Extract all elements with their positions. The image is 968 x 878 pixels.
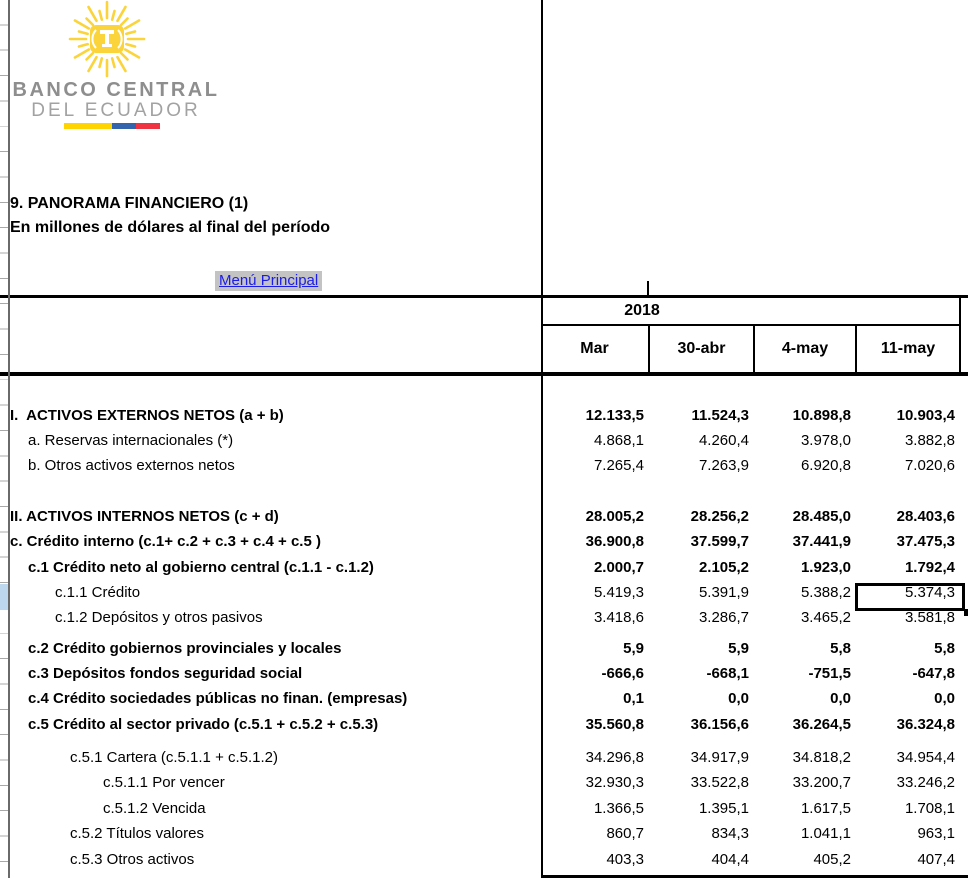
cell-value[interactable]: 403,3 — [606, 850, 644, 868]
row-label: c.5 Crédito al sector privado (c.5.1 + c.5.2 + c.5.3) — [28, 715, 379, 733]
table-row — [0, 555, 968, 580]
row-label: c.1.2 Depósitos y otros pasivos — [55, 609, 263, 627]
cell-value[interactable]: 33.522,8 — [690, 774, 749, 792]
table-row — [0, 770, 968, 795]
cell-value[interactable]: -751,5 — [808, 665, 851, 683]
financial-table — [0, 295, 968, 872]
cell-value[interactable]: 35.560,8 — [585, 715, 644, 733]
cell-value[interactable]: 37.599,7 — [690, 533, 749, 551]
cell-value[interactable]: 0,1 — [623, 690, 644, 708]
cell-value[interactable]: 5.419,3 — [593, 584, 644, 602]
row-label: c.5.1 Cartera (c.5.1.1 + c.5.1.2) — [70, 749, 279, 767]
table-body — [0, 376, 968, 872]
cell-value[interactable]: 32.930,3 — [585, 774, 644, 792]
menu-principal-link[interactable]: Menú Principal — [215, 271, 322, 291]
selected-row-indicator — [0, 584, 8, 610]
column-header-30-abr[interactable]: 30-abr — [650, 326, 755, 372]
column-header-mar[interactable]: Mar — [541, 326, 650, 372]
cell-value[interactable]: 3.581,8 — [904, 609, 955, 627]
cell-value[interactable]: 3.882,8 — [904, 432, 955, 450]
cell-value[interactable]: 1.366,5 — [593, 799, 644, 817]
cell-value[interactable]: 1.395,1 — [698, 799, 749, 817]
table-row — [0, 661, 968, 686]
cell-value[interactable]: 0,0 — [830, 690, 851, 708]
cell-value[interactable]: 405,2 — [813, 850, 851, 868]
cell-value[interactable]: 28.403,6 — [896, 508, 955, 526]
row-label: c.1.1 Crédito — [55, 584, 141, 602]
cell-value[interactable]: 10.898,8 — [792, 406, 851, 424]
cell-value[interactable]: 3.286,7 — [698, 609, 749, 627]
table-row — [0, 453, 968, 478]
year-header-row — [541, 298, 961, 326]
column-header-11-may[interactable]: 11-may — [857, 326, 961, 372]
flag-blue-stripe — [112, 123, 136, 129]
selected-cell[interactable]: 5.374,3 — [857, 580, 961, 605]
cell-value[interactable]: 2.105,2 — [698, 558, 749, 576]
cell-value[interactable]: 36.264,5 — [792, 715, 851, 733]
cell-value[interactable]: 34.296,8 — [585, 749, 644, 767]
table-row — [0, 745, 968, 770]
cell-value[interactable]: 34.917,9 — [690, 749, 749, 767]
table-row — [0, 796, 968, 821]
cell-value[interactable]: 11.524,3 — [691, 406, 749, 424]
cell-value[interactable]: 1.792,4 — [904, 558, 955, 576]
cell-value[interactable]: 7.263,9 — [698, 457, 749, 475]
cell-value[interactable]: 37.441,9 — [792, 533, 851, 551]
table-row — [0, 821, 968, 846]
cell-value[interactable]: 963,1 — [917, 825, 955, 843]
cell-value[interactable]: 34.954,4 — [896, 749, 955, 767]
bce-logo — [0, 0, 240, 135]
cell-value[interactable]: 10.903,4 — [896, 406, 955, 424]
cell-value[interactable]: 28.485,0 — [792, 508, 851, 526]
cell-value[interactable]: 28.005,2 — [585, 508, 644, 526]
cell-value[interactable]: 6.920,8 — [800, 457, 851, 475]
row-label: c.5.3 Otros activos — [70, 850, 195, 868]
cell-value[interactable]: 834,3 — [711, 825, 749, 843]
spacer-row — [0, 479, 968, 504]
sun-emblem-icon — [57, 0, 157, 78]
row-label: c. Crédito interno (c.1+ c.2 + c.3 + c.4 + c.5 ) — [10, 533, 321, 551]
table-row — [0, 529, 968, 554]
logo-text-banco-central: BANCO CENTRAL — [12, 79, 220, 101]
table-row — [0, 580, 968, 605]
row-label: c.4 Crédito sociedades públicas no finan. (empresas) — [28, 690, 408, 708]
row-label: b. Otros activos externos netos — [28, 457, 235, 475]
column-headers-row — [541, 326, 961, 372]
row-label: c.2 Crédito gobiernos provinciales y locales — [28, 639, 342, 657]
cell-value[interactable]: 3.418,6 — [593, 609, 644, 627]
cell-value[interactable]: 5.388,2 — [800, 584, 851, 602]
cell-value[interactable]: 860,7 — [606, 825, 644, 843]
cell-value[interactable]: 12.133,5 — [585, 406, 644, 424]
cell-value[interactable]: 5.391,9 — [698, 584, 749, 602]
cell-border-tick — [647, 281, 649, 295]
cell-value[interactable]: 4.260,4 — [698, 432, 749, 450]
cell-value[interactable]: 0,0 — [728, 690, 749, 708]
cell-value[interactable]: 7.020,6 — [904, 457, 955, 475]
ecuador-flag-bar — [64, 123, 160, 129]
row-label: I. ACTIVOS EXTERNOS NETOS (a + b) — [10, 406, 284, 424]
flag-yellow-stripe — [64, 123, 112, 129]
cell-value[interactable]: 5,8 — [830, 639, 851, 657]
cell-value[interactable]: 33.200,7 — [792, 774, 851, 792]
table-row — [0, 686, 968, 711]
cell-value[interactable]: 1.923,0 — [800, 558, 851, 576]
cell-value[interactable]: 1.708,1 — [904, 799, 955, 817]
row-label: c.5.1.2 Vencida — [103, 799, 206, 817]
table-row — [0, 403, 968, 428]
table-row — [0, 504, 968, 529]
flag-red-stripe — [136, 123, 160, 129]
cell-value[interactable]: 407,4 — [917, 850, 955, 868]
cell-value[interactable]: 5,9 — [728, 639, 749, 657]
table-row — [0, 846, 968, 871]
cell-value[interactable]: -647,8 — [912, 665, 955, 683]
cell-value[interactable]: 7.265,4 — [593, 457, 644, 475]
year-header: 2018 — [624, 302, 660, 319]
cell-value[interactable]: 5,8 — [934, 639, 955, 657]
row-label: c.3 Depósitos fondos seguridad social — [28, 665, 303, 683]
cell-value[interactable]: 36.900,8 — [585, 533, 644, 551]
cell-value[interactable]: -666,6 — [601, 665, 644, 683]
cell-value[interactable]: 404,4 — [711, 850, 749, 868]
cell-value[interactable]: 1.617,5 — [800, 799, 851, 817]
row-label: a. Reservas internacionales (*) — [28, 432, 234, 450]
cell-value[interactable]: 34.818,2 — [792, 749, 851, 767]
cell-value[interactable]: 28.256,2 — [690, 508, 749, 526]
cell-value[interactable]: 3.978,0 — [800, 432, 851, 450]
cell-value[interactable]: 36.324,8 — [896, 715, 955, 733]
cell-value[interactable]: 2.000,7 — [593, 558, 644, 576]
row-label: c.5.1.1 Por vencer — [103, 774, 225, 792]
cell-value[interactable]: 0,0 — [934, 690, 955, 708]
cell-value[interactable]: 36.156,6 — [690, 715, 749, 733]
logo-text-del-ecuador: DEL ECUADOR — [31, 100, 201, 121]
cell-value[interactable]: 3.465,2 — [800, 609, 851, 627]
spacer-row — [0, 737, 968, 745]
cell-value[interactable]: -668,1 — [706, 665, 749, 683]
column-header-4-may[interactable]: 4-may — [755, 326, 857, 372]
row-label: c.5.2 Títulos valores — [70, 825, 204, 843]
table-row — [0, 712, 968, 737]
cell-value[interactable]: 1.041,1 — [800, 825, 851, 843]
spacer-row — [0, 376, 968, 403]
report-title: 9. PANORAMA FINANCIERO (1) — [10, 195, 249, 212]
row-label: II. ACTIVOS INTERNOS NETOS (c + d) — [10, 508, 279, 526]
table-row — [0, 636, 968, 661]
row-label: c.1 Crédito neto al gobierno central (c.1.1 - c.1.2) — [28, 558, 374, 576]
table-row — [0, 428, 968, 453]
report-subtitle: En millones de dólares al final del período — [10, 219, 331, 236]
table-row — [0, 605, 968, 630]
cell-value[interactable]: 37.475,3 — [896, 533, 955, 551]
cell-value[interactable]: 33.246,2 — [896, 774, 955, 792]
cell-value[interactable]: 5,9 — [623, 639, 644, 657]
cell-value[interactable]: 4.868,1 — [593, 432, 644, 450]
row-header-strip — [0, 0, 10, 878]
